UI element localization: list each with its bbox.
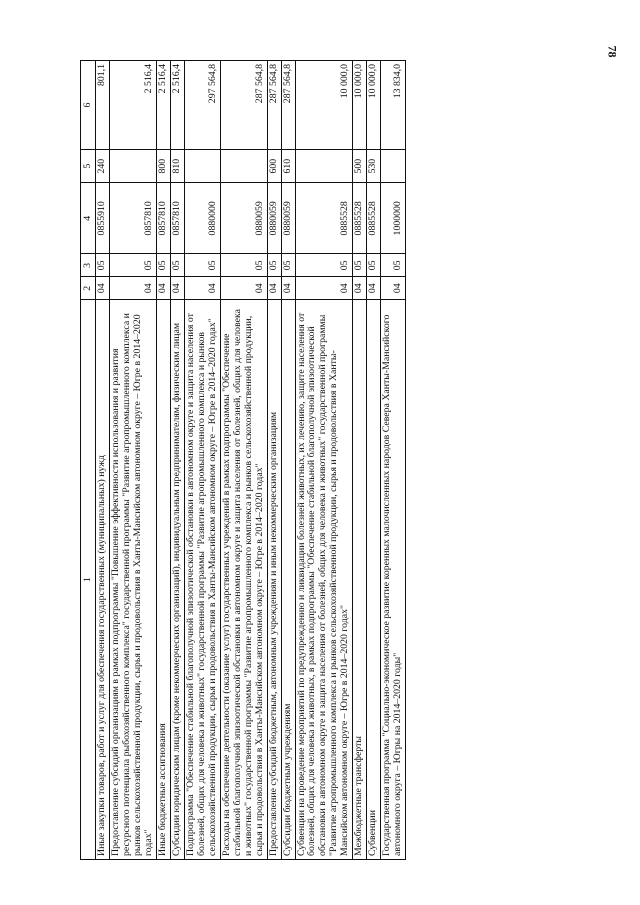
row-target-code: 0880059 bbox=[281, 183, 295, 254]
table-row bbox=[109, 61, 156, 860]
row-subsection: 05 bbox=[381, 254, 406, 277]
row-amount: 287 564,8 bbox=[281, 61, 295, 150]
row-expense-type: 800 bbox=[156, 150, 170, 183]
table-row bbox=[220, 61, 267, 860]
row-amount: 10 000,0 bbox=[353, 61, 367, 150]
row-name: Иные бюджетные ассигнования bbox=[156, 300, 170, 860]
row-section: 04 bbox=[109, 277, 156, 300]
row-amount: 13 834,0 bbox=[381, 61, 406, 150]
row-name: Расходы на обеспечение деятельности (оказание услуг) государственных учреждений в рамках подпрограммы "Обеспечение стабильной благополучной эпизоотической обстановки в автономном округе и защита населения от болезней, общих для человека и животных" государственной программы "Развитие агропромышленного комплекса и рынков сельскохозяйственной продукции, сырья и продовольствия в Ханты-Мансийском автономном округе – Югре в 2014–2020 годах" bbox=[220, 300, 267, 860]
row-target-code: 0857810 bbox=[170, 183, 184, 254]
row-section: 04 bbox=[267, 277, 281, 300]
row-section: 04 bbox=[367, 277, 381, 300]
row-amount: 2 516,4 bbox=[156, 61, 170, 150]
table-row bbox=[353, 61, 367, 860]
table-row bbox=[281, 61, 295, 860]
header-cell-name: 1 bbox=[81, 300, 96, 860]
row-amount: 801,1 bbox=[96, 61, 110, 150]
row-name: Государственная программа "Социально-экономическое развитие коренных малочисленных народов Севера Ханты-Мансийского автономного округа – Югры на 2014–2020 годы" bbox=[381, 300, 406, 860]
row-subsection: 05 bbox=[281, 254, 295, 277]
row-amount: 287 564,8 bbox=[220, 61, 267, 150]
row-section: 04 bbox=[353, 277, 367, 300]
header-cell-expense-type: 5 bbox=[81, 150, 96, 183]
row-target-code: 0880000 bbox=[184, 183, 220, 254]
budget-table bbox=[80, 60, 406, 860]
table-row bbox=[184, 61, 220, 860]
row-name: Предоставление субсидий организациям в рамках подпрограммы "Повышение эффективности использования и развития ресурсного потенциала рыбохозяйственного комплекса" государственной программы "Развитие агропромышленного комплекса и рынков сельскохозяйственной продукции, сырья и продовольствия в Ханты-Мансийском автономном округе – Югре в 2014–2020 годах" bbox=[109, 300, 156, 860]
rotated-budget-table-wrapper bbox=[80, 60, 550, 860]
row-target-code: 0885528 bbox=[353, 183, 367, 254]
table-row bbox=[156, 61, 170, 860]
row-subsection: 05 bbox=[353, 254, 367, 277]
row-expense-type bbox=[184, 150, 220, 183]
header-cell-subsection: 3 bbox=[81, 254, 96, 277]
row-amount: 10 000,0 bbox=[295, 61, 353, 150]
header-cell-section: 2 bbox=[81, 277, 96, 300]
row-expense-type: 810 bbox=[170, 150, 184, 183]
row-name: Межбюджетные трансферты bbox=[353, 300, 367, 860]
row-section: 04 bbox=[220, 277, 267, 300]
row-expense-type bbox=[109, 150, 156, 183]
row-expense-type: 240 bbox=[96, 150, 110, 183]
row-target-code: 1000000 bbox=[381, 183, 406, 254]
row-name: Субвенции bbox=[367, 300, 381, 860]
row-section: 04 bbox=[295, 277, 353, 300]
row-amount: 297 564,8 bbox=[184, 61, 220, 150]
table-body bbox=[96, 61, 406, 860]
row-target-code: 0857810 bbox=[156, 183, 170, 254]
row-amount: 2 516,4 bbox=[109, 61, 156, 150]
row-section: 04 bbox=[96, 277, 110, 300]
row-target-code: 0857810 bbox=[109, 183, 156, 254]
table-row bbox=[381, 61, 406, 860]
row-subsection: 05 bbox=[170, 254, 184, 277]
row-target-code: 0885528 bbox=[295, 183, 353, 254]
row-name: Предоставление субсидий бюджетным, автономным учреждениям и иным некоммерческим организациям bbox=[267, 300, 281, 860]
row-subsection: 05 bbox=[220, 254, 267, 277]
row-target-code: 0855910 bbox=[96, 183, 110, 254]
row-expense-type: 500 bbox=[353, 150, 367, 183]
row-section: 04 bbox=[281, 277, 295, 300]
row-target-code: 0880059 bbox=[267, 183, 281, 254]
row-target-code: 0885528 bbox=[367, 183, 381, 254]
header-cell-target-code: 4 bbox=[81, 183, 96, 254]
row-subsection: 05 bbox=[96, 254, 110, 277]
row-subsection: 05 bbox=[109, 254, 156, 277]
row-subsection: 05 bbox=[156, 254, 170, 277]
row-subsection: 05 bbox=[295, 254, 353, 277]
header-cell-amount: 6 bbox=[81, 61, 96, 150]
table-row bbox=[367, 61, 381, 860]
row-name: Субсидии бюджетным учреждениям bbox=[281, 300, 295, 860]
table-header-row bbox=[81, 61, 96, 860]
row-name: Иные закупки товаров, работ и услуг для обеспечения государственных (муниципальных) нужд bbox=[96, 300, 110, 860]
row-subsection: 05 bbox=[267, 254, 281, 277]
row-amount: 2 516,4 bbox=[170, 61, 184, 150]
row-subsection: 05 bbox=[184, 254, 220, 277]
row-name: Субсидии юридическим лицам (кроме некоммерческих организаций), индивидуальным предпринимателям, физическим лицам bbox=[170, 300, 184, 860]
table-row bbox=[170, 61, 184, 860]
table-row bbox=[295, 61, 353, 860]
table-row bbox=[267, 61, 281, 860]
row-section: 04 bbox=[381, 277, 406, 300]
row-name: Подпрограмма "Обеспечение стабильной благополучной эпизоотической обстановки в автономном округе и защита населения от болезней, общих для человека и животных" государственной программы "Развитие агропромышленного комплекса и рынков сельскохозяйственной продукции, сырья и продовольствия в Ханты-Мансийском автономном округе – Югре в 2014–2020 годах" bbox=[184, 300, 220, 860]
row-name: Субвенции на проведение мероприятий по предупреждению и ликвидации болезней животных, их лечению, защите населения от болезней, общих для человека и животных, в рамках подпрограммы "Обеспечение стабильной благополучной эпизоотической обстановки в автономном округе и защита населения от болезней, общих для человека и животных" государственной программы "Развитие агропромышленного комплекса и рынков сельскохозяйственной продукции, сырья и продовольствия в Ханты-Мансийском автономном округе – Югре в 2014–2020 годах" bbox=[295, 300, 353, 860]
row-section: 04 bbox=[170, 277, 184, 300]
row-expense-type: 610 bbox=[281, 150, 295, 183]
row-expense-type: 600 bbox=[267, 150, 281, 183]
row-subsection: 05 bbox=[367, 254, 381, 277]
row-expense-type bbox=[295, 150, 353, 183]
row-expense-type: 530 bbox=[367, 150, 381, 183]
row-section: 04 bbox=[156, 277, 170, 300]
row-section: 04 bbox=[184, 277, 220, 300]
table-row bbox=[96, 61, 110, 860]
row-expense-type bbox=[220, 150, 267, 183]
page-number: 78 bbox=[605, 45, 620, 58]
row-amount: 10 000,0 bbox=[367, 61, 381, 150]
row-target-code: 0880059 bbox=[220, 183, 267, 254]
row-expense-type bbox=[381, 150, 406, 183]
row-amount: 287 564,8 bbox=[267, 61, 281, 150]
